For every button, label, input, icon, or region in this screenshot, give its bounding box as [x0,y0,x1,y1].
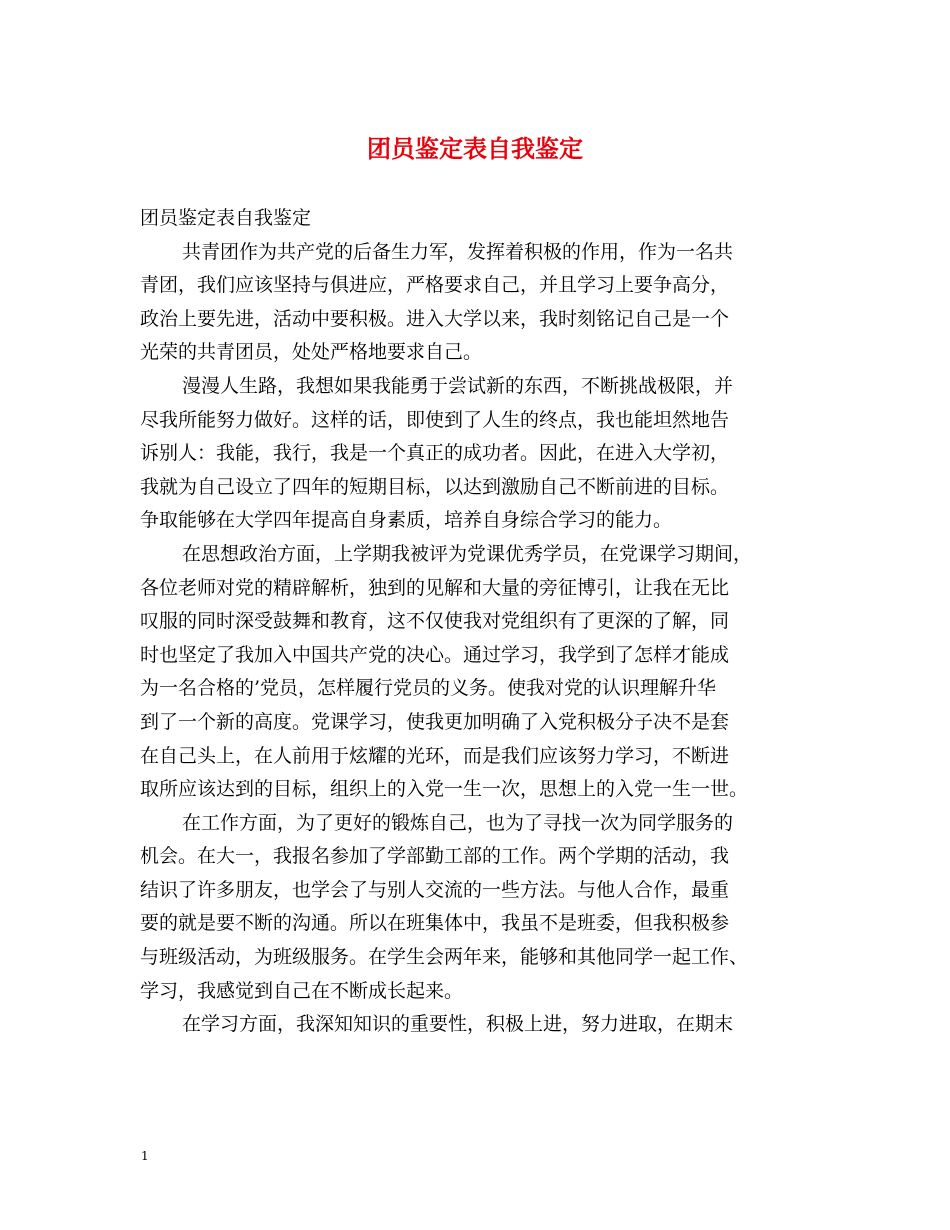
paragraph-line: 结识了许多朋友，也学会了与别人交流的一些方法。与他人合作，最重 [140,878,730,901]
document-body [140,202,822,1042]
paragraph-line: 尽我所能努力做好。这样的话，即使到了人生的终点，我也能坦然地告 [140,408,730,431]
paragraph-line: 与班级活动，为班级服务。在学生会两年来，能够和其他同学一起工作、 [140,946,749,969]
paragraph-line: 漫漫人生路，我想如果我能勇于尝试新的东西，不断挑战极限，并 [182,374,734,397]
paragraph-line: 机会。在大一，我报名参加了学部勤工部的工作。两个学期的活动，我 [140,845,730,868]
paragraph-line: 共青团作为共产党的后备生力军，发挥着积极的作用，作为一名共 [182,240,734,263]
paragraph-container [140,236,822,1042]
paragraph-line: 在思想政治方面，上学期我被评为党课优秀学员，在党课学习期间， [182,542,753,565]
paragraph [140,538,822,807]
paragraph-line: 在学习方面，我深知知识的重要性，积极上进，努力进取，在期末 [182,1013,734,1036]
paragraph-line: 学习，我感觉到自己在不断成长起来。 [140,979,464,1002]
paragraph-line: 在自己头上，在人前用于炫耀的光环，而是我们应该努力学习，不断进 [140,744,730,767]
paragraph [140,1008,822,1042]
paragraph-line: 要的就是要不断的沟通。所以在班集体中，我虽不是班委，但我积极参 [140,912,730,935]
paragraph-line: 青团，我们应该坚持与俱进应，严格要求自己，并且学习上要争高分， [140,274,730,297]
page-number: 1 [141,1149,149,1163]
paragraph [140,370,822,538]
page-title: 团员鉴定表自我鉴定 [367,134,583,163]
paragraph-line: 时也坚定了我加入中国共产党的决心。通过学习，我学到了怎样才能成 [140,643,730,666]
paragraph [140,807,822,1009]
paragraph-line: 叹服的同时深受鼓舞和教育，这不仅使我对党组织有了更深的了解，同 [140,610,730,633]
paragraph-line: 在工作方面，为了更好的锻炼自己，也为了寻找一次为同学服务的 [182,811,734,834]
paragraph-line: 诉别人：我能，我行，我是一个真正的成功者。因此，在进入大学初， [140,442,730,465]
paragraph-line: 各位老师对党的精辟解析，独到的见解和大量的旁征博引，让我在无比 [140,576,730,599]
paragraph-line: 为一名合格的’党员，怎样履行党员的义务。使我对党的认识理解升华 [140,677,717,700]
paragraph-line: 我就为自己设立了四年的短期目标，以达到激励自己不断前进的目标。 [140,475,730,498]
paragraph [140,236,822,370]
paragraph-line: 争取能够在大学四年提高自身素质，培养自身综合学习的能力。 [140,509,673,532]
paragraph-line: 取所应该达到的目标，组织上的入党一生一次，思想上的入党一生一世。 [140,778,749,801]
paragraph-line: 到了一个新的高度。党课学习，使我更加明确了入党积极分子决不是套 [140,710,730,733]
paragraph-line: 政治上要先进，活动中要积极。进入大学以来，我时刻铭记自己是一个 [140,307,730,330]
document-subtitle: 团员鉴定表自我鉴定 [140,207,312,229]
paragraph-line: 光荣的共青团员，处处严格地要求自己。 [140,341,483,364]
